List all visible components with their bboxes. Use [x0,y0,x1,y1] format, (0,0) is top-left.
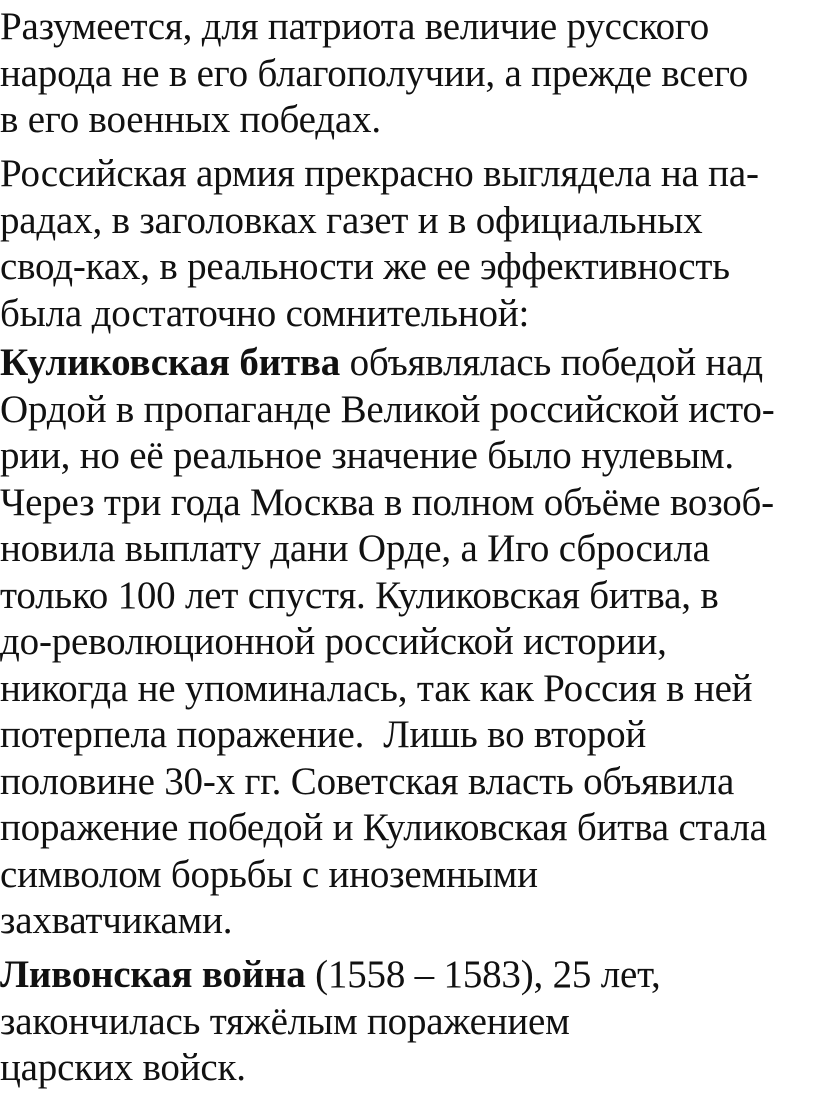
text-line: радах, в заголовках газет и в официальных [0,198,703,242]
text-line: Через три года Москва в полном объёме возоб- [0,480,774,524]
text-line: захватчиками. [0,899,233,942]
text-line: свод-ках, в реальности же ее эффективность [0,245,730,288]
text-line: потерпела поражение. Лишь во второй [0,713,647,756]
text-line [0,340,816,387]
bold-heading-livonian-war: Ливонская война [0,953,306,996]
text-line: рии, но её реальное значение было нулевым. [0,434,734,477]
text-line: Российская армия прекрасно выглядела на па- [0,152,759,195]
paragraph-livonian-war [0,952,816,1092]
text-line: символом борьбы с иноземными [0,852,538,896]
paragraph-patriot-greatness [0,4,816,144]
text-line: царских войск. [0,1046,246,1089]
paragraph-kulikovo-battle [0,340,816,945]
text-fragment: объявлялась победой над [340,341,763,384]
text-line: Разумеется, для патриота величие русского [0,5,710,48]
text-line: была достаточно сомнительной: [0,291,530,335]
text-line: никогда не упоминалась, так как Россия в ней [0,666,753,710]
text-line: поражение победой и Куликовская битва стала [0,806,767,849]
bold-heading-kulikovo: Куликовская битва [0,341,341,384]
text-fragment: только 100 лет спустя. [0,573,366,617]
text-line [0,573,816,620]
text-line [0,952,816,999]
paragraph-russian-army [0,151,816,337]
text-line: до-революционной российской истории, [0,620,667,663]
text-fragment: (1558 – 1583), 25 лет, [305,953,661,996]
text-line: закончилась тяжёлым поражением [0,999,570,1043]
text-line: половине 30-х гг. Советская власть объявила [0,759,735,803]
text-line: Ордой в пропаганде Великой российской исто- [0,387,775,431]
text-line: народа не в его благополучии, а прежде всего [0,51,749,95]
text-line: новила выплату дани Орде, а Иго сбросила [0,527,710,570]
text-fragment: Куликовская битва, в [365,573,719,617]
text-line: в его военных победах. [0,98,381,141]
